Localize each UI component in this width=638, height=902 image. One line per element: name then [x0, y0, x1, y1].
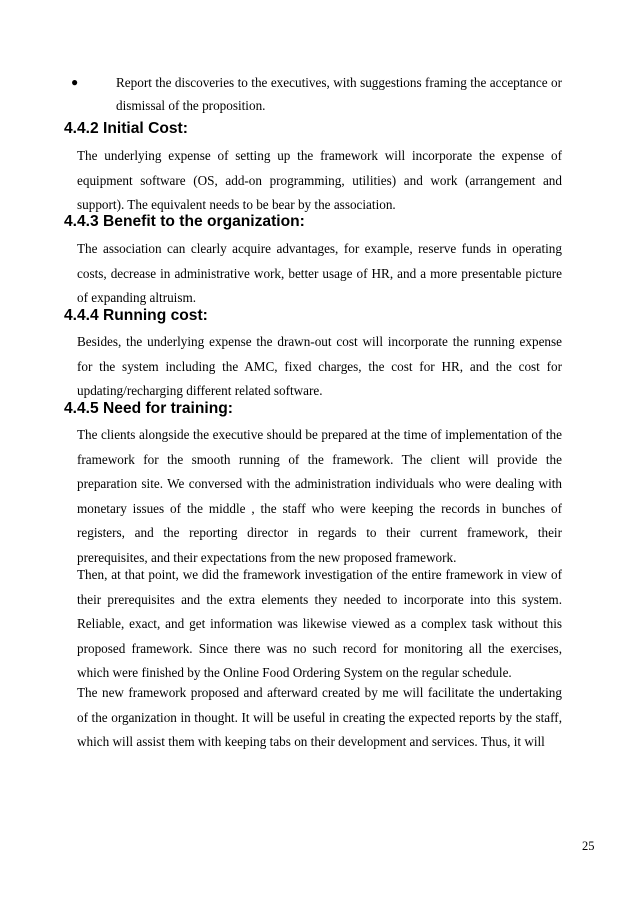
paragraph-initial-cost: The underlying expense of setting up the framework will incorporate the expense of equipment software (OS, add-on programming, utilities) and work (arrangement and support). The equivalent needs to be bear by the association.: [77, 148, 562, 213]
bullet-dot-icon: ●: [71, 75, 79, 89]
paragraph-benefit: The association can clearly acquire advantages, for example, reserve funds in operating costs, decrease in administrative work, better usage of HR, and a more presentable picture of expanding altruism.: [77, 241, 562, 306]
page-number: 25: [582, 839, 595, 853]
bullet-text: Report the discoveries to the executives, with suggestions framing the acceptance or dismissal of the proposition.: [116, 75, 562, 113]
bullet-item: [71, 71, 562, 117]
section-heading-initial-cost: 4.4.2 Initial Cost:: [64, 120, 188, 137]
section-heading-training: 4.4.5 Need for training:: [64, 400, 233, 417]
paragraph-training-2: Then, at that point, we did the framework investigation of the entire framework in view of their prerequisites and the extra elements they needed to incorporate into this system. Reliable, exact, and get information was likewise viewed as a complex task without this proposed framework. Since there was no such record for monitoring all the exercises, which were finished by the Online Food Ordering System on the regular schedule.: [77, 567, 562, 681]
section-heading-running-cost: 4.4.4 Running cost:: [64, 307, 208, 324]
paragraph-training-3: The new framework proposed and afterward created by me will facilitate the undertaking of the organization in thought. It will be useful in creating the expected reports by the staff, which will assist them with keeping tabs on their development and services. Thus, it will: [77, 685, 562, 750]
paragraph-training-1: The clients alongside the executive should be prepared at the time of implementation of the framework for the smooth running of the framework. The client will provide the preparation site. We conversed with the administration individuals who were dealing with monetary issues of the middle , the staff who were keeping the records in bunches of registers, and the reporting director in regards to their current framework, their prerequisites, and their expectations from the new proposed framework.: [77, 427, 562, 565]
section-heading-benefit: 4.4.3 Benefit to the organization:: [64, 213, 305, 230]
paragraph-running-cost: Besides, the underlying expense the drawn-out cost will incorporate the running expense for the system including the AMC, fixed charges, the cost for HR, and the cost for updating/recharging different related software.: [77, 334, 562, 399]
